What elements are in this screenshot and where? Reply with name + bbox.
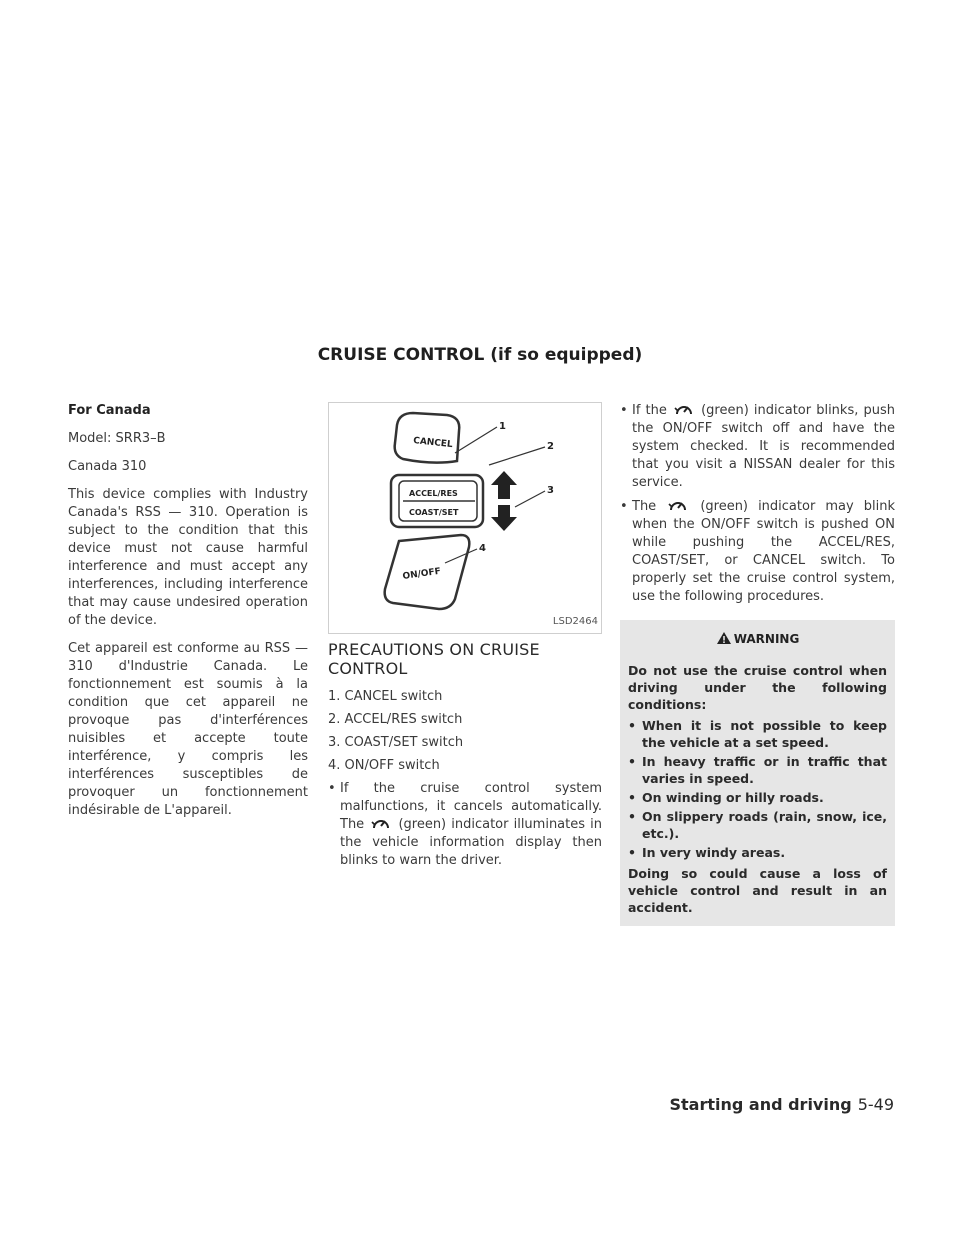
callout-4: 4 [479, 543, 486, 554]
bullet-text-a: If the cruise control system malfunctions, it cancels automatically. The [340, 781, 602, 832]
chapter-name: Starting and driving [669, 1095, 852, 1114]
model-text: Model: SRR3–B [68, 431, 166, 446]
bullet-dot: • [628, 809, 636, 824]
section-title: CRUISE CONTROL (if so equipped) [317, 345, 643, 365]
callout-2: 2 [547, 441, 554, 452]
coast-set-label: COAST/SET [409, 508, 459, 517]
page-footer [669, 1095, 894, 1114]
bullet-dot: • [620, 499, 628, 514]
switch-figure [328, 402, 602, 634]
warning-item-text: On winding or hilly roads. [642, 790, 824, 805]
canada-english-paragraph: This device complies with Industry Canada's RSS — 310. Operation is subject to the condition that this device must not cause harmful interference and must accept any interferences, including interference that may cause undesired operation of the device. [68, 487, 308, 628]
warning-item [628, 717, 887, 751]
bullet-text-a: If the [632, 403, 667, 418]
warning-intro: Do not use the cruise control when driving under the following conditions: [628, 663, 887, 712]
bullet-dot: • [628, 845, 636, 860]
callout-1: 1 [499, 421, 506, 432]
warning-title-text: WARNING [733, 632, 800, 646]
bullet-indicator-may-blink [620, 498, 895, 606]
cancel-label: CANCEL [412, 436, 454, 451]
bullet-indicator-blinks [620, 402, 895, 492]
column-precautions [328, 402, 602, 876]
accel-res-label: ACCEL/RES [409, 489, 458, 498]
warning-item [628, 753, 887, 787]
page-number: 5-49 [857, 1095, 894, 1114]
switch-list [328, 688, 602, 775]
column-canada [68, 402, 308, 830]
precautions-heading: PRECAUTIONS ON CRUISE CONTROL [328, 640, 540, 678]
callout-3: 3 [547, 485, 554, 496]
canada-heading: For Canada [68, 403, 151, 418]
list-item: 4. ON/OFF switch [328, 758, 440, 773]
bullet-text-a: The [632, 499, 657, 514]
bullet-text-b: (green) indicator illuminates in the vehicle information display then blinks to warn the driver. [340, 817, 602, 868]
warning-outro: Doing so could cause a loss of vehicle control and result in an accident. [628, 866, 887, 915]
warning-triangle-icon [716, 631, 732, 645]
cruise-speedometer-icon [371, 816, 391, 830]
bullet-dot: • [328, 781, 336, 796]
figure-code: LSD2464 [552, 616, 598, 627]
bullet-dot: • [628, 790, 636, 805]
warning-item-text: In very windy areas. [642, 845, 786, 860]
warning-title [628, 630, 887, 648]
warning-item-text: When it is not possible to keep the vehicle at a set speed. [642, 718, 887, 750]
cruise-switch-illustration [329, 403, 601, 633]
arrow-up-icon [491, 471, 517, 499]
bullet-dot: • [628, 754, 636, 769]
bullet-text-b: (green) indicator blinks, push the ON/OFF switch off and have the system checked. It is recommended that you visit a NISSAN dealer for this service. [632, 403, 895, 490]
canada-french-paragraph: Cet appareil est conforme au RSS — 310 d'Industrie Canada. Le fonctionnement est soumis à la condition que cet appareil ne provoque pas d'interférences nuisibles et accepte toute interférence, y compris les interférences susceptibles de provoquer un fonctionnement indésirable de L'appareil. [68, 641, 308, 818]
warning-item [628, 844, 887, 861]
column-indicator-notes [620, 402, 895, 926]
bullet-malfunction [328, 780, 602, 870]
list-item: 2. ACCEL/RES switch [328, 712, 463, 727]
cruise-speedometer-icon [674, 402, 694, 416]
list-item: 1. CANCEL switch [328, 689, 443, 704]
warning-item [628, 808, 887, 842]
warning-item-text: On slippery roads (rain, snow, ice, etc.). [642, 809, 887, 841]
cruise-speedometer-icon [668, 498, 688, 512]
warning-item [628, 789, 887, 806]
warning-item-text: In heavy traffic or in traffic that varies in speed. [642, 754, 887, 786]
bullet-dot: • [628, 718, 636, 733]
onoff-label: ON/OFF [402, 566, 442, 582]
arrow-down-icon [491, 505, 517, 531]
list-item: 3. COAST/SET switch [328, 735, 464, 750]
bullet-dot: • [620, 403, 628, 418]
bullet-text-b: (green) indicator may blink when the ON/OFF switch is pushed ON while pushing the ACCEL/RES, COAST/SET, or CANCEL switch. To properly set the cruise control system, use the following procedures. [632, 499, 895, 604]
warning-box [620, 620, 895, 926]
canada-number: Canada 310 [68, 459, 147, 474]
